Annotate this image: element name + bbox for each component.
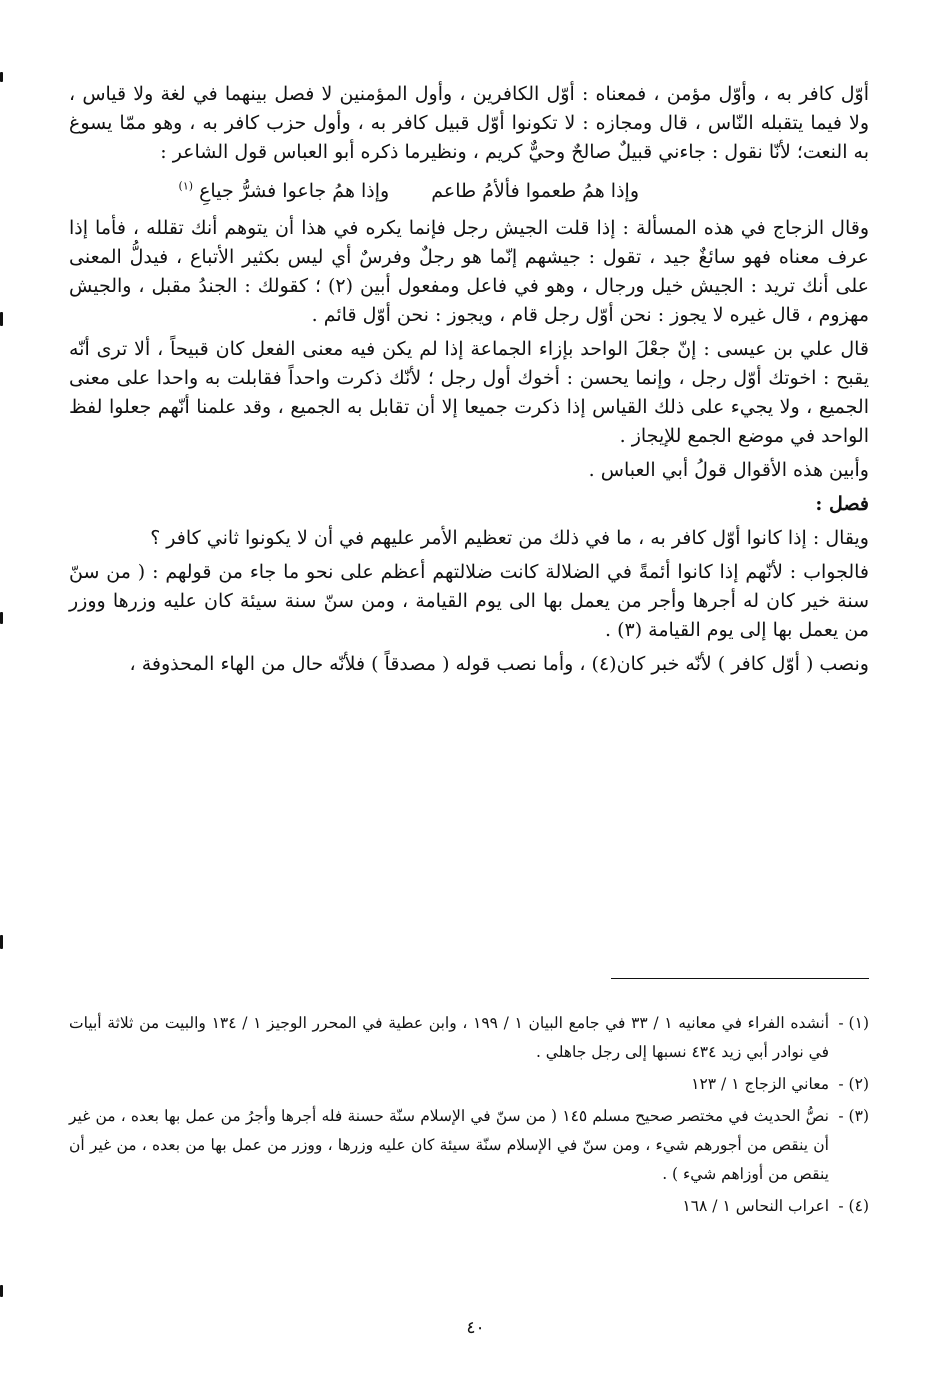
footnote-number: (١) -	[838, 1014, 869, 1032]
verse-hemistich-2: وإذا همُ جاعوا فشرُّ جياعِ	[199, 180, 390, 202]
verse-hemistich-1: وإذا همُ طعموا فألأمُ طاعم	[431, 180, 639, 202]
poetry-verse	[69, 177, 869, 206]
footnote-text: أنشده الفراء في معانيه ١ / ٣٣ في جامع البيان ١ / ١٩٩ ، وابن عطية في المحرر الوجيز ١ / ١٣٤ والبيت من ثلاثة أبيات في نوادر أبي زيد ٤٣٤ نسبها إلى رجل جاهلي .	[69, 1014, 830, 1061]
footnote-text: معاني الزجاج ١ / ١٢٣	[691, 1075, 829, 1093]
footnote-number: (٤) -	[838, 1197, 869, 1215]
page-number: ٤٠	[466, 1318, 485, 1338]
scan-edge-mark	[0, 72, 3, 82]
footnote-ref-1: (١)	[178, 179, 194, 193]
scan-edge-mark	[0, 312, 3, 326]
scan-edge-mark	[0, 935, 3, 949]
paragraph-grammar: ونصب ( أوّل كافر ) لأنّه خبر كان(٤) ، وأما نصب قوله ( مصدقاً ) فلأنّه حال من الهاء المحذوفة ،	[129, 653, 869, 675]
footnotes	[69, 1009, 869, 1224]
section-heading: فصل :	[815, 493, 869, 515]
footnote-1	[69, 1009, 869, 1067]
footnote-3	[69, 1102, 869, 1189]
scan-edge-mark	[0, 1285, 3, 1297]
main-text	[69, 80, 869, 679]
scan-edge-mark	[0, 612, 3, 624]
paragraph-ali-ibn-isa: قال علي بن عيسى : إنّ جعْلَ الواحد بإزاء الجماعة إذا لم يكن فيه معنى الفعل كان قبيحاً ، ألا ترى أنّه يقبح : اخوتك أوّل رجل ، وإنما يحسن : أخوك أول رجل ؛ لأنّك ذكرت واحداً فقابلت به واحدا على معنى الجميع ، ولا يجيء على ذلك القياس إذا ذكرت جميعا إلا أن تقابل به الجميع ، وقد علمنا أنّهم جعلوا لفظ الواحد في موضع الجمع للإيجاز .	[69, 338, 869, 447]
paragraph-question: ويقال : إذا كانوا أوّل كافر به ، ما في ذلك من تعظيم الأمر عليهم في أن لا يكونوا ثاني كافر ؟	[150, 527, 869, 549]
footnote-2	[69, 1070, 869, 1099]
footnote-separator	[611, 978, 869, 979]
footnote-number: (٣) -	[838, 1107, 869, 1125]
paragraph-answer: فالجواب : لأنّهم إذا كانوا أئمةً في الضلالة كانت ضلالتهم أعظم على نحو ما جاء من قولهم : ( من سنّ سنة خير كان له أجرها وأجر من يعمل بها الى يوم القيامة ، ومن سنّ سنة سيئة كان عليه وزرها ووزر من يعمل بها إلى يوم القيامة (٣) .	[69, 561, 870, 641]
footnote-4	[69, 1192, 869, 1221]
footnote-text: نصُّ الحديث في مختصر صحيح مسلم ١٤٥ ( من سنّ في الإسلام سنّة حسنة فله أجرها وأجرُ من عمل بها بعده ، من غير أن ينقص من أجورهم شيء ، ومن سنّ في الإسلام سنّة سيئة كان عليه وزرها ، ووزر من عمل بها من بعده ، من غير أن ينقص من أوزاهم شيء ) .	[69, 1107, 829, 1183]
paragraph-zajjaj: وقال الزجاج في هذه المسألة : إذا قلت الجيش رجل فإنما يكره في هذا أن يتوهم أنك تقلله ، فأما إذا عرف معناه فهو سائغٌ جيد ، تقول : جيشهم إنّما هو رجلٌ وفرسٌ أي ليس بكثير الأتباع ، فيدلُّ المعنى على أنك تريد : الجيش خيل ورجال ، وهو في فاعل ومفعول أبين (٢) ؛ كقولك : الجندُ مقبل ، والجيش مهزوم ، قال غيره لا يجوز : نحن أوّل رجل قام ، ويجوز : نحن أوّل قائم .	[69, 217, 869, 326]
footnote-number: (٢) -	[838, 1075, 869, 1093]
footnote-text: اعراب النحاس ١ / ١٦٨	[682, 1197, 829, 1215]
paragraph-1: أوّل كافر به ، وأوّل مؤمن ، فمعناه : أوّل الكافرين ، وأول المؤمنين لا فصل بينهما في لغة ولا قياس ، ولا فيما يتقبله النّاس ، قال ومجازه : لا تكونوا أوّل قبيل كافر به ، وأول حزب كافر به ، وهو ممّا يسوغ به النعت؛ لأنّا نقول : جاءني قبيلٌ صالحٌ وحيٌّ كريم ، ونظيرما ذكره أبو العباس قول الشاعر :	[69, 83, 869, 163]
paragraph-conclusion: وأبين هذه الأقوال قولُ أبي العباس .	[588, 459, 869, 481]
